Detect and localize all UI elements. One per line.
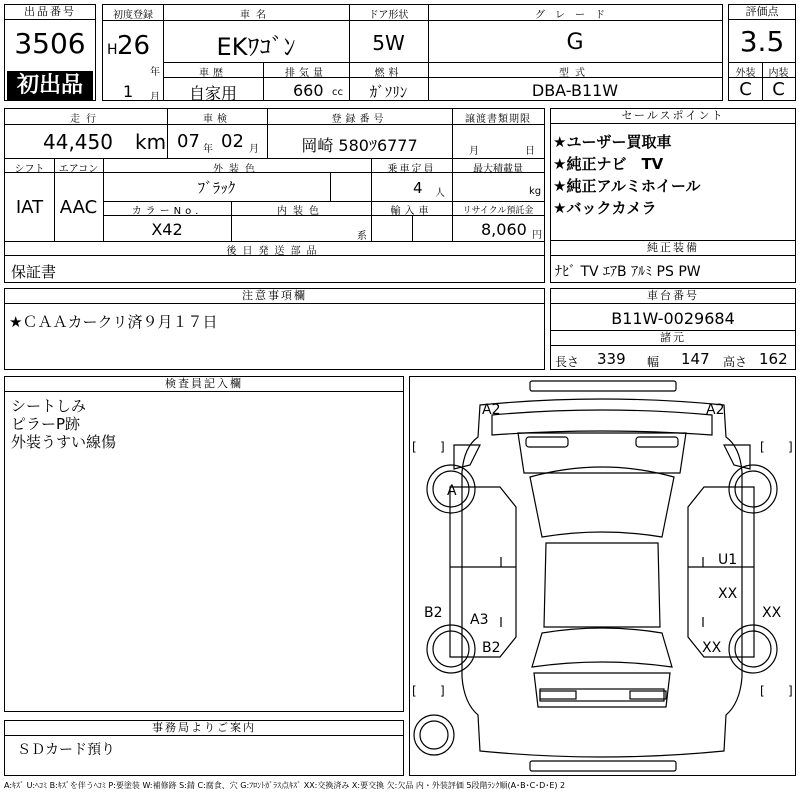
chassis-label: 車台番号 — [551, 289, 795, 304]
first-reg-month-unit: 月 — [150, 92, 160, 103]
lot-label: 出品番号 — [5, 5, 95, 20]
score-box — [728, 4, 796, 101]
first-reg-era: H — [107, 42, 118, 58]
mark-b2-left: B2 — [424, 605, 443, 621]
mark-xx: XX — [762, 605, 782, 621]
mileage-label: 走行 — [70, 114, 102, 125]
first-reg-year: 26 — [117, 31, 151, 61]
capacity-value: 4 — [413, 179, 423, 197]
color-no-label: カラーNo. — [131, 206, 203, 217]
ext-score-value: C — [739, 79, 752, 100]
inspector-line: シートしみ — [11, 397, 87, 415]
svg-text:]: ] — [788, 684, 793, 698]
specs-label: 諸元 — [551, 331, 795, 346]
transfer-month-unit: 月 — [469, 146, 479, 157]
inspection-label: 車検 — [203, 114, 231, 125]
shift-value: IAT — [15, 197, 44, 218]
svg-text:]: ] — [440, 440, 445, 454]
mark-xx: XX — [702, 640, 722, 656]
sales-points-box — [550, 108, 796, 242]
fuel-value: ｶﾞｿﾘﾝ — [369, 83, 408, 101]
door-label: ドア形状 — [368, 10, 409, 21]
inspector-box — [4, 376, 404, 712]
width-value: 147 — [681, 350, 710, 368]
car-damage-diagram — [410, 377, 795, 775]
recycle-value: 8,060 — [481, 220, 527, 239]
notes-label: 注意事項欄 — [5, 289, 544, 304]
first-reg-year-unit: 年 — [150, 67, 160, 78]
inspection-year: 07 — [177, 131, 200, 152]
office-box — [4, 720, 404, 776]
ext-color-value: ﾌﾞﾗｯｸ — [197, 179, 236, 197]
transfer-label: 譲渡書類期限 — [465, 114, 531, 125]
first-reg-month: 1 — [123, 82, 134, 101]
sales-item: ★純正アルミホイール — [553, 177, 701, 195]
history-label: 車歴 — [199, 68, 227, 79]
car-name-label: 車名 — [240, 10, 272, 21]
notes-box — [4, 288, 545, 370]
recycle-unit: 円 — [532, 230, 542, 241]
shift-label: シフト — [14, 164, 45, 175]
notes-value: ★ＣＡＡカークリ済９月１７日 — [9, 313, 218, 331]
length-value: 339 — [597, 350, 626, 368]
equipment-box — [550, 240, 796, 283]
legend: A:ｷｽﾞ U:ﾍｺﾐ B:ｷｽﾞを伴うﾍｺﾐ P:要塗装 W:補修跡 S:錆 C:腐食、穴 G:ﾌﾛﾝﾄｶﾞﾗｽ点ｷｽﾞ XX:交換済み X:要交換 欠:欠品 内・外装評価 5段階ﾗﾝｸ順(A･B･C･D･E) 2 — [4, 781, 566, 790]
lot-number: 3506 — [14, 27, 86, 60]
sales-item: ★バックカメラ — [553, 199, 657, 217]
recycle-label: リサイクル預託金 — [462, 206, 534, 216]
first-listing-badge: 初出品 — [7, 71, 93, 100]
mark-a3: A3 — [470, 612, 489, 628]
first-reg-label: 初度登録 — [113, 10, 153, 21]
model-label: 型式 — [559, 68, 591, 79]
load-label: 最大積載量 — [473, 164, 523, 175]
equipment-label: 純正装備 — [551, 241, 795, 256]
svg-text:]: ] — [788, 440, 793, 454]
transfer-day-unit: 日 — [525, 146, 535, 157]
history-value: 自家用 — [188, 84, 237, 103]
plate-label: 登録番号 — [331, 114, 388, 125]
width-label: 幅 — [647, 355, 660, 369]
inspector-line: ピラーP跡 — [11, 415, 81, 433]
score-value: 3.5 — [739, 25, 785, 58]
model-value: DBA-B11W — [531, 81, 619, 100]
capacity-unit: 人 — [435, 188, 445, 199]
capacity-label: 乗車定員 — [387, 164, 436, 175]
ext-score-label: 外装 — [735, 68, 756, 79]
grade-value: G — [566, 30, 584, 55]
int-score-label: 内装 — [768, 68, 789, 79]
plate-value: 岡崎 580ﾂ6777 — [301, 136, 418, 155]
sales-label: セールスポイント — [551, 109, 795, 124]
mark-u1: U1 — [718, 552, 738, 568]
fuel-label: 燃料 — [374, 68, 403, 79]
ac-label: エアコン — [58, 164, 99, 175]
chassis-box — [550, 288, 796, 370]
int-score-value: C — [772, 79, 785, 100]
inspection-month: 02 — [221, 131, 244, 152]
lot-box — [4, 4, 96, 101]
svg-text:[: [ — [760, 440, 765, 454]
sales-item: ★ユーザー買取車 — [553, 133, 672, 151]
top-info-box — [102, 4, 723, 101]
inspection-month-unit: 月 — [249, 144, 259, 155]
ac-value: AAC — [59, 197, 98, 218]
ext-color-label: 外装色 — [213, 164, 261, 175]
load-unit: kg — [529, 186, 542, 197]
mark-b2-lower: B2 — [482, 640, 501, 656]
inspector-line: 外装うすい線傷 — [11, 433, 117, 451]
displacement-label: 排気量 — [285, 68, 327, 79]
later-parts-label: 後日発送部品 — [226, 246, 323, 257]
int-color-label: 内装色 — [277, 206, 325, 217]
import-label: 輸入車 — [390, 206, 433, 217]
svg-text:[: [ — [412, 440, 417, 454]
equipment-value: ﾅﾋﾞ TV ｴｱB ｱﾙﾐ PS PW — [555, 264, 701, 280]
inspector-label: 検査員記入欄 — [5, 377, 403, 392]
office-value: ＳＤカード預り — [17, 742, 115, 758]
length-label: 長さ — [555, 355, 580, 369]
sales-item: ★純正ナビ TV — [553, 155, 664, 173]
car-name-value: EKﾜｺﾞﾝ — [216, 33, 296, 61]
grade-label: グレード — [535, 10, 615, 21]
mileage-value: 44,450 — [43, 130, 113, 154]
height-label: 高さ — [723, 355, 748, 369]
office-label: 事務局よりご案内 — [5, 721, 403, 736]
mark-xx: XX — [718, 586, 738, 602]
displacement-unit: cc — [332, 87, 343, 98]
mileage-unit: km — [135, 130, 167, 154]
inspection-year-unit: 年 — [203, 144, 213, 155]
svg-text:[: [ — [412, 684, 417, 698]
door-value: 5W — [372, 31, 405, 55]
mark-a2-right: A2 — [706, 402, 725, 418]
score-label: 評価点 — [729, 5, 795, 20]
displacement-value: 660 — [293, 81, 324, 100]
mark-a2-left: A2 — [482, 402, 501, 418]
svg-text:]: ] — [440, 684, 445, 698]
details-box — [4, 108, 545, 283]
car-diagram-box — [409, 376, 796, 776]
int-color-unit: 系 — [357, 231, 367, 242]
color-no-value: X42 — [151, 220, 183, 239]
mark-a-front-left-wheel: A — [447, 483, 457, 499]
later-parts-value: 保証書 — [11, 263, 57, 281]
svg-text:[: [ — [760, 684, 765, 698]
chassis-value: B11W-0029684 — [611, 309, 735, 328]
height-value: 162 — [759, 350, 788, 368]
